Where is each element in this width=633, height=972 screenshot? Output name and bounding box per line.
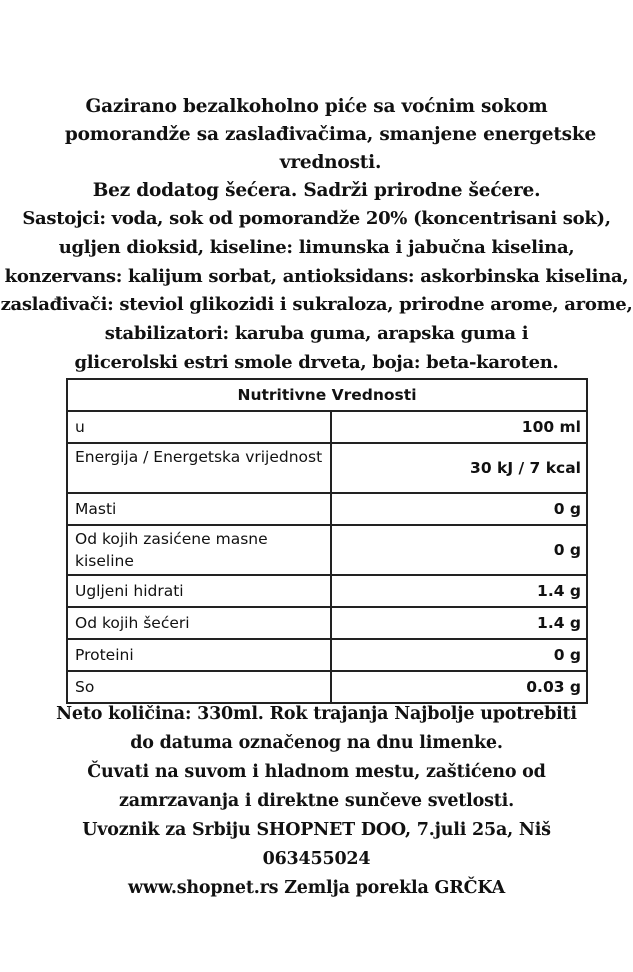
nutrient-label-text: Od kojih zasićene masne kiseline — [75, 530, 268, 570]
ingredients-line: zaslađivači: steviol glikozidi i sukraloza, prirodne arome, arome, — [0, 294, 633, 316]
nutrient-value: 1.4 g — [331, 575, 587, 607]
ingredients-line: ugljen dioksid, kiseline: limunska i jabučna kiselina, — [58, 236, 575, 258]
nutrient-label: So — [67, 671, 331, 703]
ingredients-list — [0, 205, 633, 378]
nutrient-value: 0 g — [331, 525, 587, 575]
nutrient-value: 100 ml — [331, 411, 587, 443]
table-row — [67, 575, 587, 607]
description-line: Gazirano bezalkoholno piće sa voćnim sokom — [85, 96, 548, 117]
table-row — [67, 639, 587, 671]
ingredients-line: stabilizatori: karuba guma, arapska guma i — [104, 323, 529, 345]
nutrient-label: u — [67, 411, 331, 443]
nutrition-table — [66, 378, 588, 704]
nutrient-label-text: Energija / Energetska vrijednost — [75, 448, 323, 466]
footer-line: 063455024 — [262, 849, 371, 869]
nutrient-value: 0 g — [331, 493, 587, 525]
footer-line: Čuvati na suvom i hladnom mestu, zaštićeno od — [87, 762, 546, 782]
nutrient-value: 0 g — [331, 639, 587, 671]
footer-line: do datuma označenog na dnu limenke. — [130, 733, 503, 753]
storage-and-importer-info — [0, 700, 633, 903]
footer-line: Uvoznik za Srbiju SHOPNET DOO, 7.juli 25a, Niš — [82, 820, 551, 840]
table-row — [67, 671, 587, 703]
table-row — [67, 525, 587, 575]
table-row — [67, 443, 587, 493]
description-line: Bez dodatog šećera. Sadrži prirodne šećere. — [92, 180, 541, 201]
nutrition-header-row — [67, 379, 587, 411]
table-row — [67, 607, 587, 639]
nutrient-label — [67, 525, 331, 575]
nutrient-label: Masti — [67, 493, 331, 525]
nutrient-label: Od kojih šećeri — [67, 607, 331, 639]
nutrition-title: Nutritivne Vrednosti — [67, 379, 587, 411]
description-line: vrednosti. — [279, 152, 382, 173]
nutrient-value: 1.4 g — [331, 607, 587, 639]
footer-line: www.shopnet.rs Zemlja porekla GRČKA — [127, 878, 505, 898]
nutrient-label: Proteini — [67, 639, 331, 671]
ingredients-line: konzervans: kalijum sorbat, antioksidans: askorbinska kiselina, — [4, 265, 629, 287]
product-description — [0, 93, 633, 205]
footer-line: Neto količina: 330ml. Rok trajanja Najbolje upotrebiti — [56, 704, 577, 724]
nutrient-label — [67, 443, 331, 493]
nutrient-value: 0.03 g — [331, 671, 587, 703]
table-row — [67, 493, 587, 525]
ingredients-line: glicerolski estri smole drveta, boja: beta-karoten. — [74, 351, 559, 373]
table-row — [67, 411, 587, 443]
footer-line: zamrzavanja i direktne sunčeve svetlosti. — [119, 791, 514, 811]
nutrient-label: Ugljeni hidrati — [67, 575, 331, 607]
nutrient-value: 30 kJ / 7 kcal — [331, 443, 587, 493]
ingredients-line: Sastojci: voda, sok od pomorandže 20% (koncentrisani sok), — [22, 208, 611, 229]
description-line: pomorandže sa zaslađivačima, smanjene energetske — [64, 124, 597, 145]
